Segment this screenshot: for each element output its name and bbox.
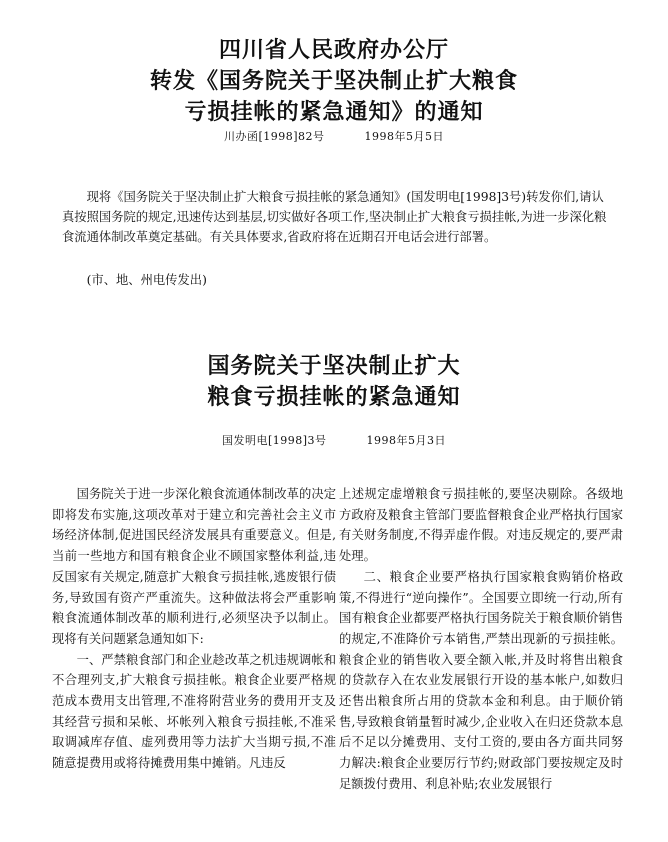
notice-meta (0, 128, 668, 144)
notice-date: 1998年5月5日 (364, 130, 445, 143)
right-paragraph-continuation: 上述规定虚增粮食亏损挂帐的,要坚决剔除。各级地方政府及粮食主管部门要监督粮食企业严格执行国家有关财务制度,不得弄虚作假。对违反规定的,要严肃处理。 (339, 487, 623, 564)
left-column (52, 484, 336, 774)
right-paragraph-2: 二、粮食企业要严格执行国家粮食购销价格政策,不得进行“逆向操作”。全国要立即统一行动,所有国有粮食企业都要严格执行国务院关于粮食顺价销售的规定,不准降价亏本销售,严禁出现新的亏损挂帐。粮食企业的销售收入要全额入帐,并及时将售出粮食的贷款存入在农业发展银行开设的基本帐户,如数归还售出粮食所占用的贷款本金和利息。由于顺价销售,导致粮食销量暂时减少,企业收入在归还贷款本息后不足以分摊费用、支付工资的,要由各方面共同努力解决:粮食企业要厉行节约;财政部门要按规定及时足额拨付费用、利息补贴;农业发展银行 (339, 569, 623, 791)
left-paragraph-1: 国务院关于进一步深化粮食流通体制改革的决定即将发布实施,这项改革对于建立和完善社会主义市场经济体制,促进国民经济发展具有重要意义。但是,当前一些地方和国有粮食企业不顾国家整体利益,违反国家有关规定,随意扩大粮食亏损挂帐,逃废银行债务,导致国有资产严重流失。这种做法将会严重影响粮食流通体制改革的顺利进行,必须坚决予以制止。现将有关问题紧急通知如下: (52, 487, 336, 646)
notice-body: 现将《国务院关于坚决制止扩大粮食亏损挂帐的紧急通知》(国发明电[1998]3号)转发你们,请认真按照国务院的规定,迅速传达到基层,切实做好各项工作,坚决制止扩大粮食亏损挂帐,为进一步深化粮食流通体制改革奠定基础。有关具体要求,省政府将在近期召开电话会进行部署。 (62, 190, 607, 244)
state-notice-date: 1998年5月3日 (366, 434, 447, 447)
notice-issuer: 四川省人民政府办公厅 (218, 38, 449, 63)
state-notice-meta (0, 432, 668, 448)
notice-distribution: (市、地、州电传发出) (86, 273, 207, 287)
notice-doc-number: 川办函[1998]82号 (223, 130, 325, 143)
notice-title-line-3: 亏损挂帐的紧急通知》的通知 (184, 100, 484, 125)
state-notice-title-line-2: 粮食亏损挂帐的紧急通知 (207, 385, 461, 410)
left-paragraph-2: 一、严禁粮食部门和企业趁改革之机违规调帐和不合理列支,扩大粮食亏损挂帐。粮食企业要严格规范成本费用支出管理,不准将附营业务的费用开支及其经营亏损和呆帐、坏帐列入粮食亏损挂帐,不准采取调减库存值、虚列费用等力法扩大当期亏损,不准随意提费用或将待摊费用集中摊销。凡违反 (52, 652, 336, 771)
right-column (339, 484, 623, 795)
state-notice-title-line-1: 国务院关于坚决制止扩大 (207, 354, 461, 379)
notice-title-line-2: 转发《国务院关于坚决制止扩大粮食 (149, 69, 518, 94)
state-notice-doc-number: 国发明电[1998]3号 (221, 434, 327, 447)
